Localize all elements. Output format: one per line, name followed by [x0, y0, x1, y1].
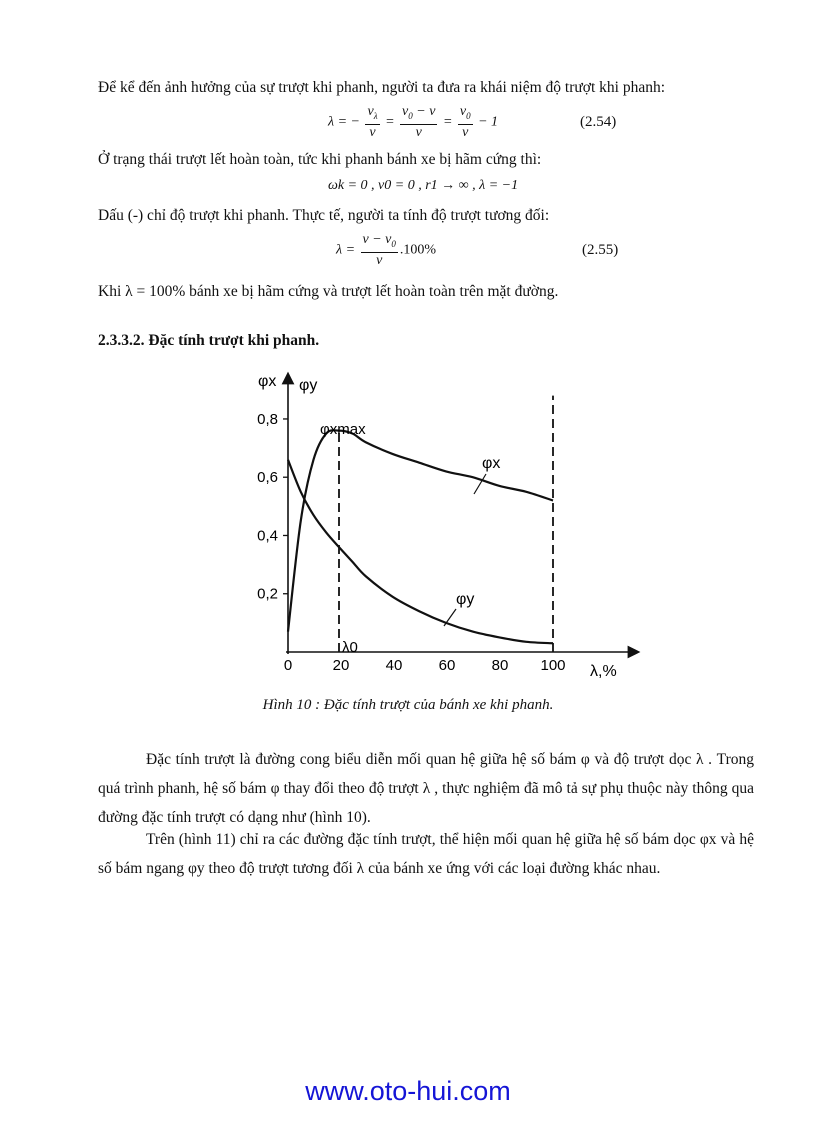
intro-line: Để kể đến ảnh hưởng của sự trượt khi phanh, người ta đưa ra khái niệm độ trượt khi phanh:: [98, 79, 666, 96]
figure-caption: [0, 697, 816, 714]
y-axis-label-phiy: φy: [299, 377, 318, 394]
phix-curve-label: φx: [482, 455, 501, 472]
slip-line: Ở trạng thái trượt lết hoàn toàn, tức khi phanh bánh xe bị hãm cứng thì:: [98, 151, 542, 168]
x-tick-label: 20: [332, 657, 350, 674]
y-tick-label: 0,6: [257, 469, 278, 487]
figure-caption-label: Hình 10: [262, 697, 312, 713]
equation-number-2-54: (2.54): [580, 114, 617, 130]
phiy-curve-label: φy: [456, 591, 475, 608]
y-tick-label: 0,2: [257, 585, 278, 603]
chart-reference-lines: [339, 396, 553, 652]
y-tick-label: 0,4: [257, 527, 278, 545]
paragraph-2: Trên (hình 11) chỉ ra các đường đặc tính trượt, thể hiện mối quan hệ giữa hệ số bám dọc φx và hệ số bám ngang φy theo độ trượt tương đối λ của bánh xe ứng với các loại đường khác nhau.: [98, 831, 754, 877]
y-axis-label-phix: φx: [258, 373, 277, 390]
section-heading: 2.3.3.2. Đặc tính trượt khi phanh.: [98, 332, 320, 349]
equation-2-54: λ = − $\frac{v_\lambda}{v}$ = $\frac{v_0 - v}{v}$ = $\frac{v_0}{v}$ − 1: [328, 104, 499, 140]
slip-conditions: ωk = 0 , v0 = 0 , r1 → ∞ , λ = −1: [328, 178, 519, 193]
eq-254-fraction-3: $\frac{v_0}{v}$: [459, 104, 471, 140]
x-tick-label: 0: [283, 657, 293, 674]
figure-caption-text: : Đặc tính trượt của bánh xe khi phanh.: [311, 697, 554, 713]
chart-ticks: [257, 411, 565, 674]
x-axis-label: λ,%: [590, 663, 617, 680]
peak-annotation: φxmax: [320, 421, 366, 438]
eq-255-fraction: $\frac{v - v_0}{v}$: [362, 232, 396, 268]
x-tick-label: 80: [491, 657, 509, 674]
eq-255-lhs: λ =: [336, 242, 356, 258]
paragraph-1: Đặc tính trượt là đường cong biểu diễn mối quan hệ giữa hệ số bám φ và độ trượt dọc λ . Trong quá trình phanh, hệ số bám φ thay đổi theo độ trượt λ , thực nghiệm đã mô tả sự phụ thuộc này thông qua đường đặc tính trượt có dạng như (hình 10).: [98, 751, 754, 826]
lambda0-annotation: λ0: [342, 639, 358, 656]
equation-number-2-55: (2.55): [582, 242, 619, 258]
eq-254-lhs: λ = −: [328, 114, 360, 130]
slip-characteristic-chart: [0, 364, 816, 694]
khi-line: Khi λ = 100% bánh xe bị hãm cứng và trượt lết hoàn toàn trên mặt đường.: [98, 283, 559, 300]
eq-254-fraction-2: $\frac{v_0 - v}{v}$: [402, 104, 436, 140]
chart-series: [288, 430, 553, 643]
x-tick-label: 100: [540, 657, 566, 674]
eq-254-fraction-1: $\frac{v_\lambda}{v}$: [367, 104, 378, 140]
sign-line: Dấu (-) chỉ độ trượt khi phanh. Thực tế, người ta tính độ trượt tương đối:: [98, 207, 550, 224]
chart-axes: [286, 378, 634, 654]
y-tick-label: 0,8: [257, 410, 278, 428]
phix-curve: [288, 430, 553, 631]
x-tick-label: 60: [438, 657, 456, 674]
x-tick-label: 40: [385, 657, 403, 674]
footer-url[interactable]: www.oto-hui.com: [305, 1076, 511, 1106]
equation-2-55: λ = $\frac{v - v_0}{v}$ .100%: [336, 232, 437, 268]
phiy-curve: [288, 460, 553, 644]
